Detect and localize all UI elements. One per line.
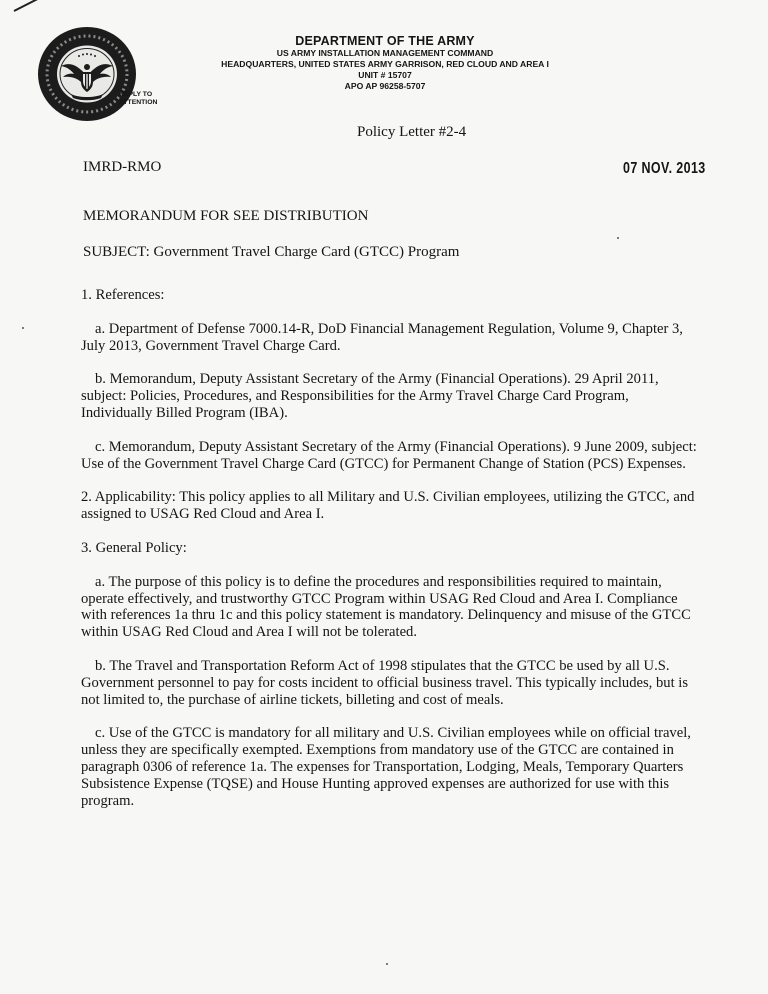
paragraph-1a: a. Department of Defense 7000.14-R, DoD Financial Management Regulation, Volume 9, Chapter 3, July 2013, Government Travel Charge Card. (81, 320, 683, 354)
apo-address: APO AP 96258-5707 (344, 81, 426, 91)
office-symbol: IMRD-RMO (83, 159, 162, 175)
scan-speck (22, 327, 24, 329)
pen-mark (14, 0, 58, 12)
department-seal-icon (37, 26, 137, 122)
paragraph-1b: b. Memorandum, Deputy Assistant Secretary of the Army (Financial Operations). 29 April 2011, subject: Policies, Procedures, and Responsibilities for the Army Travel Charge Card Program, Individually Billed Program (IBA). (81, 371, 659, 421)
paragraph-3a: a. The purpose of this policy is to define the procedures and responsibilities required to maintain, operate effectively, and trustworthy GTCC Program within USAG Red Cloud and Area I. Compliance with references 1a thru 1c and this policy statement is mandatory. Delinquency and misuse of the GTCC within USAG Red Cloud and Area I will not be tolerated. (81, 573, 691, 641)
reply-to-attention (119, 91, 157, 107)
paragraph-1-heading: 1. References: (81, 287, 165, 303)
scan-speck (386, 963, 388, 965)
command-name: US ARMY INSTALLATION MANAGEMENT COMMAND (276, 48, 494, 58)
paragraph-2: 2. Applicability: This policy applies to all Military and U.S. Civilian employees, utilizing the GTCC, and assigned to USAG Red Cloud and Area I. (81, 489, 695, 523)
memo-body (81, 287, 701, 826)
scan-speck (617, 237, 619, 239)
department-name: DEPARTMENT OF THE ARMY (295, 34, 475, 48)
letterhead (160, 34, 610, 92)
unit-number: UNIT # 15707 (358, 70, 412, 80)
headquarters-name: HEADQUARTERS, UNITED STATES ARMY GARRISON, RED CLOUD AND AREA I (221, 59, 549, 69)
paragraph-3b: b. The Travel and Transportation Reform Act of 1998 stipulates that the GTCC be used by all U.S. Government personnel to pay for costs incident to official business travel. This typically includes, but is not limited to, the purchase of airline tickets, billeting and cost of meals. (81, 657, 689, 708)
subject-line: SUBJECT: Government Travel Charge Card (GTCC) Program (83, 244, 460, 260)
paragraph-3c: c. Use of the GTCC is mandatory for all military and U.S. Civilian employees while on official travel, unless they are specifically exempted. Exemptions from mandatory use of the GTCC are contained in paragraph 0306 of reference 1a. The expenses for Transportation, Lodging, Meals, Temporary Quarters Subsistence Expense (TQSE) and House Hunting approved expenses are authorized for use with this program. (81, 725, 691, 809)
reply-line-2: ATTENTION (119, 99, 158, 106)
memorandum-for: MEMORANDUM FOR SEE DISTRIBUTION (83, 208, 369, 224)
paragraph-3-heading: 3. General Policy: (81, 539, 187, 556)
policy-letter-number: Policy Letter #2-4 (357, 124, 467, 140)
memo-date-stamp: 07 NOV. 2013 (623, 160, 706, 177)
paragraph-1c: c. Memorandum, Deputy Assistant Secretary of the Army (Financial Operations). 9 June 2009, subject: Use of the Government Travel Charge Card (GTCC) for Permanent Change of Station (PCS) Expenses. (81, 438, 697, 472)
reply-line-1: REPLY TO (119, 91, 153, 98)
